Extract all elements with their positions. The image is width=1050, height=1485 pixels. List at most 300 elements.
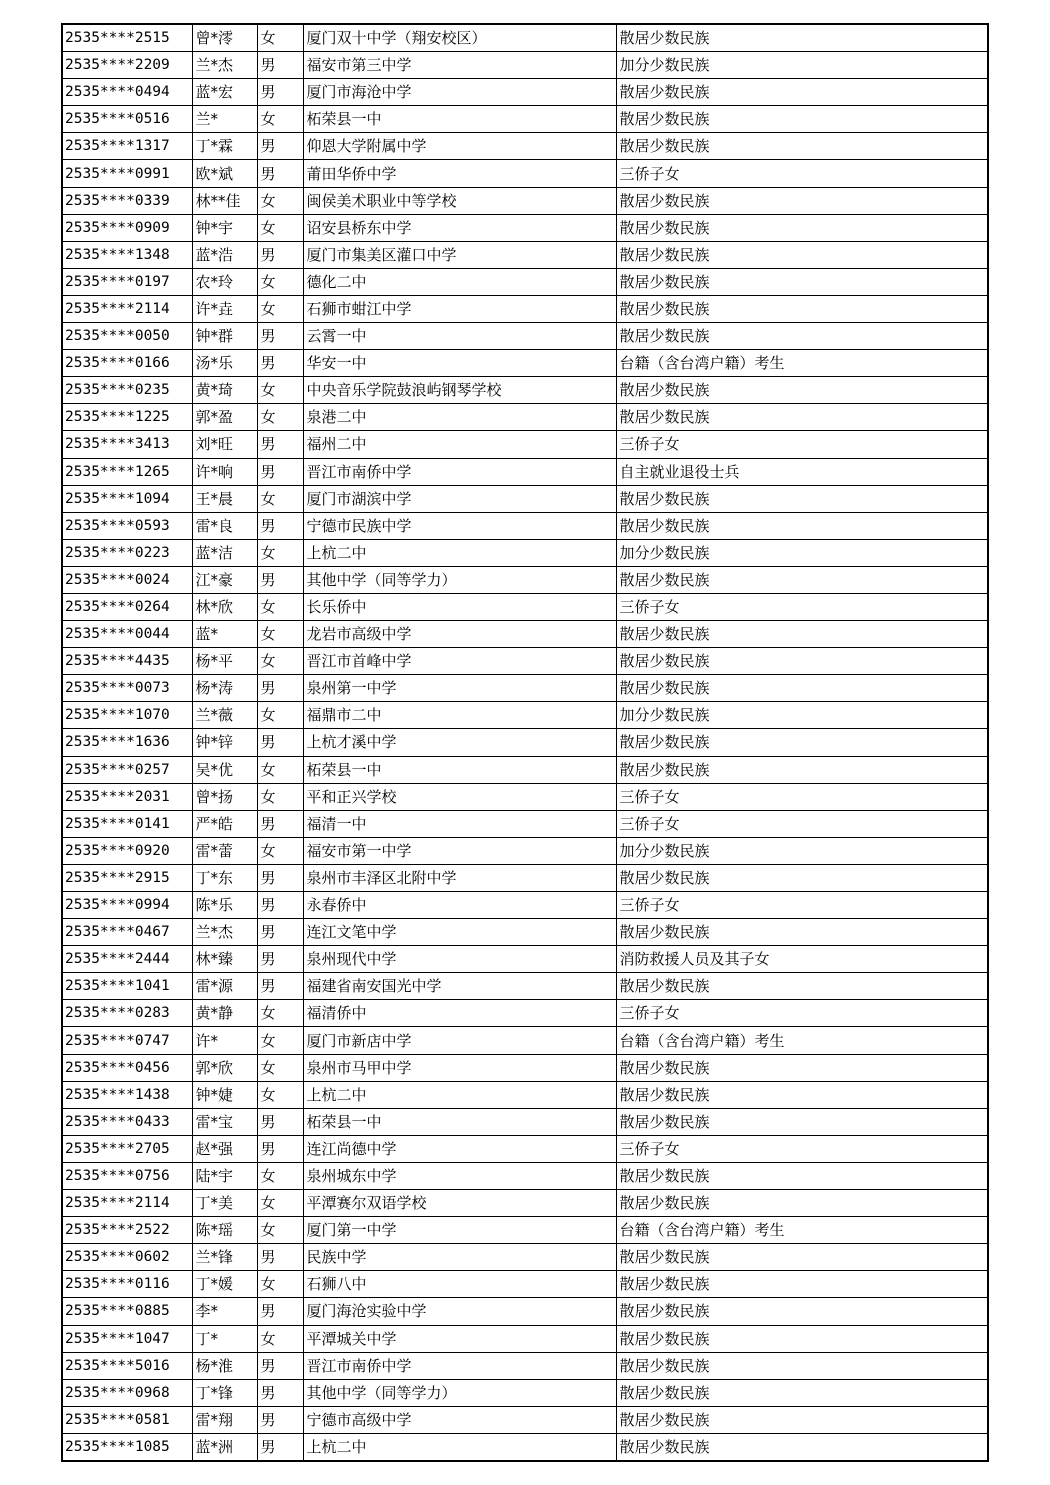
- cell-id: 2535****0283: [62, 1000, 192, 1027]
- cell-category: 散居少数民族: [616, 675, 988, 702]
- cell-gender: 男: [257, 919, 303, 946]
- cell-school: 泉州城东中学: [303, 1162, 616, 1189]
- cell-school: 上杭才溪中学: [303, 729, 616, 756]
- cell-school: 福鼎市二中: [303, 702, 616, 729]
- cell-name: 欧*斌: [192, 160, 257, 187]
- cell-category: 散居少数民族: [616, 1406, 988, 1433]
- cell-category: 散居少数民族: [616, 404, 988, 431]
- cell-id: 2535****2209: [62, 52, 192, 79]
- cell-gender: 男: [257, 1352, 303, 1379]
- cell-id: 2535****0994: [62, 892, 192, 919]
- cell-name: 陆*宇: [192, 1162, 257, 1189]
- cell-id: 2535****0920: [62, 837, 192, 864]
- cell-id: 2535****2705: [62, 1135, 192, 1162]
- cell-name: 刘*旺: [192, 431, 257, 458]
- table-body: [62, 24, 988, 1461]
- cell-school: 泉港二中: [303, 404, 616, 431]
- cell-category: 散居少数民族: [616, 268, 988, 295]
- cell-school: 泉州现代中学: [303, 946, 616, 973]
- cell-gender: 女: [257, 485, 303, 512]
- cell-id: 2535****0264: [62, 593, 192, 620]
- cell-name: 农*玲: [192, 268, 257, 295]
- cell-name: 丁*霖: [192, 133, 257, 160]
- cell-school: 石狮市蚶江中学: [303, 295, 616, 322]
- cell-name: 王*晨: [192, 485, 257, 512]
- cell-id: 2535****1636: [62, 729, 192, 756]
- cell-id: 2535****3413: [62, 431, 192, 458]
- cell-category: 加分少数民族: [616, 837, 988, 864]
- table-row: [62, 1135, 988, 1162]
- cell-gender: 女: [257, 377, 303, 404]
- cell-gender: 女: [257, 1081, 303, 1108]
- cell-gender: 女: [257, 404, 303, 431]
- table-row: [62, 1271, 988, 1298]
- cell-gender: 男: [257, 675, 303, 702]
- cell-category: 加分少数民族: [616, 52, 988, 79]
- table-row: [62, 892, 988, 919]
- table-row: [62, 1108, 988, 1135]
- cell-gender: 男: [257, 323, 303, 350]
- cell-id: 2535****1317: [62, 133, 192, 160]
- table-row: [62, 648, 988, 675]
- table-row: [62, 946, 988, 973]
- table-row: [62, 1054, 988, 1081]
- cell-gender: 女: [257, 295, 303, 322]
- cell-school: 福清侨中: [303, 1000, 616, 1027]
- table-row: [62, 377, 988, 404]
- table-row: [62, 485, 988, 512]
- cell-category: 散居少数民族: [616, 24, 988, 52]
- cell-id: 2535****1438: [62, 1081, 192, 1108]
- cell-category: 台籍（含台湾户籍）考生: [616, 350, 988, 377]
- cell-category: 散居少数民族: [616, 323, 988, 350]
- cell-gender: 男: [257, 512, 303, 539]
- cell-id: 2535****0991: [62, 160, 192, 187]
- table-row: [62, 1217, 988, 1244]
- table-row: [62, 133, 988, 160]
- cell-category: 散居少数民族: [616, 1352, 988, 1379]
- cell-gender: 男: [257, 431, 303, 458]
- cell-gender: 男: [257, 1379, 303, 1406]
- cell-category: 台籍（含台湾户籍）考生: [616, 1027, 988, 1054]
- cell-school: 福安市第三中学: [303, 52, 616, 79]
- cell-id: 2535****0968: [62, 1379, 192, 1406]
- cell-gender: 男: [257, 1135, 303, 1162]
- cell-category: 三侨子女: [616, 160, 988, 187]
- cell-id: 2535****0602: [62, 1244, 192, 1271]
- table-row: [62, 1081, 988, 1108]
- table-row: [62, 1244, 988, 1271]
- cell-school: 厦门双十中学（翔安校区）: [303, 24, 616, 52]
- cell-category: 三侨子女: [616, 810, 988, 837]
- cell-school: 永春侨中: [303, 892, 616, 919]
- cell-category: 散居少数民族: [616, 1379, 988, 1406]
- table-row: [62, 539, 988, 566]
- cell-school: 云霄一中: [303, 323, 616, 350]
- table-row: [62, 593, 988, 620]
- cell-school: 泉州市丰泽区北附中学: [303, 864, 616, 891]
- table-row: [62, 1000, 988, 1027]
- cell-id: 2535****1041: [62, 973, 192, 1000]
- cell-id: 2535****1265: [62, 458, 192, 485]
- cell-category: 散居少数民族: [616, 1190, 988, 1217]
- cell-category: 散居少数民族: [616, 1162, 988, 1189]
- cell-category: 散居少数民族: [616, 864, 988, 891]
- cell-name: 兰*锋: [192, 1244, 257, 1271]
- cell-name: 严*皓: [192, 810, 257, 837]
- cell-school: 柘荣县一中: [303, 756, 616, 783]
- cell-gender: 女: [257, 648, 303, 675]
- table-row: [62, 24, 988, 52]
- cell-gender: 女: [257, 1027, 303, 1054]
- cell-school: 上杭二中: [303, 1433, 616, 1461]
- cell-gender: 男: [257, 350, 303, 377]
- cell-id: 2535****2444: [62, 946, 192, 973]
- table-row: [62, 512, 988, 539]
- cell-gender: 男: [257, 1433, 303, 1461]
- cell-category: 三侨子女: [616, 1000, 988, 1027]
- cell-name: 赵*强: [192, 1135, 257, 1162]
- cell-name: 兰*薇: [192, 702, 257, 729]
- cell-id: 2535****2114: [62, 1190, 192, 1217]
- cell-school: 诏安县桥东中学: [303, 214, 616, 241]
- cell-id: 2535****0073: [62, 675, 192, 702]
- cell-category: 散居少数民族: [616, 485, 988, 512]
- table-row: [62, 160, 988, 187]
- cell-school: 德化二中: [303, 268, 616, 295]
- cell-school: 其他中学（同等学力）: [303, 566, 616, 593]
- cell-name: 兰*: [192, 106, 257, 133]
- cell-school: 晋江市首峰中学: [303, 648, 616, 675]
- table-row: [62, 729, 988, 756]
- table-row: [62, 810, 988, 837]
- cell-id: 2535****1047: [62, 1325, 192, 1352]
- cell-school: 上杭二中: [303, 539, 616, 566]
- cell-name: 江*豪: [192, 566, 257, 593]
- cell-category: 散居少数民族: [616, 1244, 988, 1271]
- cell-name: 曾*澪: [192, 24, 257, 52]
- cell-name: 丁*媛: [192, 1271, 257, 1298]
- cell-category: 散居少数民族: [616, 1433, 988, 1461]
- cell-name: 郭*欣: [192, 1054, 257, 1081]
- table-row: [62, 675, 988, 702]
- cell-gender: 男: [257, 241, 303, 268]
- cell-id: 2535****0197: [62, 268, 192, 295]
- cell-id: 2535****1348: [62, 241, 192, 268]
- cell-category: 三侨子女: [616, 593, 988, 620]
- cell-category: 散居少数民族: [616, 973, 988, 1000]
- table-row: [62, 1352, 988, 1379]
- cell-id: 2535****0044: [62, 621, 192, 648]
- cell-school: 宁德市高级中学: [303, 1406, 616, 1433]
- cell-gender: 男: [257, 566, 303, 593]
- cell-school: 连江文笔中学: [303, 919, 616, 946]
- cell-gender: 女: [257, 24, 303, 52]
- cell-name: 雷*蕾: [192, 837, 257, 864]
- cell-school: 厦门海沧实验中学: [303, 1298, 616, 1325]
- table-row: [62, 1162, 988, 1189]
- cell-category: 散居少数民族: [616, 756, 988, 783]
- cell-category: 三侨子女: [616, 431, 988, 458]
- cell-gender: 男: [257, 1108, 303, 1135]
- table-row: [62, 323, 988, 350]
- cell-id: 2535****2515: [62, 24, 192, 52]
- cell-school: 连江尚德中学: [303, 1135, 616, 1162]
- cell-name: 许*响: [192, 458, 257, 485]
- cell-name: 蓝*洁: [192, 539, 257, 566]
- cell-school: 上杭二中: [303, 1081, 616, 1108]
- cell-school: 福清一中: [303, 810, 616, 837]
- cell-category: 加分少数民族: [616, 702, 988, 729]
- table-row: [62, 919, 988, 946]
- cell-name: 钟*婕: [192, 1081, 257, 1108]
- table-row: [62, 1325, 988, 1352]
- cell-id: 2535****0235: [62, 377, 192, 404]
- cell-id: 2535****1085: [62, 1433, 192, 1461]
- table-row: [62, 1379, 988, 1406]
- cell-school: 福建省南安国光中学: [303, 973, 616, 1000]
- cell-id: 2535****0339: [62, 187, 192, 214]
- cell-name: 李*: [192, 1298, 257, 1325]
- cell-name: 钟*锌: [192, 729, 257, 756]
- cell-id: 2535****0141: [62, 810, 192, 837]
- cell-category: 消防救援人员及其子女: [616, 946, 988, 973]
- table-row: [62, 621, 988, 648]
- cell-name: 雷*良: [192, 512, 257, 539]
- cell-id: 2535****0747: [62, 1027, 192, 1054]
- cell-id: 2535****0593: [62, 512, 192, 539]
- cell-name: 兰*杰: [192, 919, 257, 946]
- cell-category: 散居少数民族: [616, 106, 988, 133]
- cell-gender: 女: [257, 593, 303, 620]
- cell-school: 柘荣县一中: [303, 1108, 616, 1135]
- cell-id: 2535****0467: [62, 919, 192, 946]
- cell-school: 长乐侨中: [303, 593, 616, 620]
- cell-school: 泉州市马甲中学: [303, 1054, 616, 1081]
- cell-name: 杨*平: [192, 648, 257, 675]
- cell-name: 汤*乐: [192, 350, 257, 377]
- cell-gender: 男: [257, 133, 303, 160]
- cell-gender: 女: [257, 539, 303, 566]
- cell-name: 林*臻: [192, 946, 257, 973]
- cell-school: 仰恩大学附属中学: [303, 133, 616, 160]
- cell-gender: 男: [257, 729, 303, 756]
- cell-name: 雷*翔: [192, 1406, 257, 1433]
- cell-gender: 男: [257, 946, 303, 973]
- table-row: [62, 214, 988, 241]
- cell-gender: 女: [257, 1271, 303, 1298]
- cell-category: 散居少数民族: [616, 214, 988, 241]
- cell-name: 陈*瑶: [192, 1217, 257, 1244]
- cell-category: 散居少数民族: [616, 241, 988, 268]
- cell-category: 散居少数民族: [616, 729, 988, 756]
- cell-gender: 女: [257, 1000, 303, 1027]
- cell-name: 蓝*浩: [192, 241, 257, 268]
- cell-id: 2535****0050: [62, 323, 192, 350]
- cell-id: 2535****0456: [62, 1054, 192, 1081]
- cell-school: 晋江市南侨中学: [303, 1352, 616, 1379]
- cell-gender: 男: [257, 864, 303, 891]
- cell-gender: 女: [257, 783, 303, 810]
- table-row: [62, 1406, 988, 1433]
- cell-category: 散居少数民族: [616, 566, 988, 593]
- cell-gender: 女: [257, 1325, 303, 1352]
- table-row: [62, 566, 988, 593]
- cell-category: 散居少数民族: [616, 295, 988, 322]
- cell-category: 散居少数民族: [616, 1271, 988, 1298]
- cell-category: 三侨子女: [616, 783, 988, 810]
- cell-gender: 男: [257, 160, 303, 187]
- cell-name: 蓝*洲: [192, 1433, 257, 1461]
- cell-school: 平潭城关中学: [303, 1325, 616, 1352]
- cell-school: 厦门市海沧中学: [303, 79, 616, 106]
- cell-id: 2535****0494: [62, 79, 192, 106]
- cell-name: 丁*锋: [192, 1379, 257, 1406]
- cell-gender: 女: [257, 106, 303, 133]
- cell-gender: 女: [257, 837, 303, 864]
- cell-category: 三侨子女: [616, 892, 988, 919]
- cell-school: 其他中学（同等学力）: [303, 1379, 616, 1406]
- cell-id: 2535****0516: [62, 106, 192, 133]
- table-row: [62, 1027, 988, 1054]
- cell-gender: 男: [257, 1244, 303, 1271]
- table-row: [62, 1298, 988, 1325]
- cell-category: 散居少数民族: [616, 133, 988, 160]
- cell-school: 民族中学: [303, 1244, 616, 1271]
- cell-school: 平和正兴学校: [303, 783, 616, 810]
- cell-id: 2535****2031: [62, 783, 192, 810]
- cell-name: 黄*琦: [192, 377, 257, 404]
- cell-name: 钟*宇: [192, 214, 257, 241]
- cell-name: 杨*涛: [192, 675, 257, 702]
- cell-name: 丁*东: [192, 864, 257, 891]
- cell-category: 散居少数民族: [616, 1108, 988, 1135]
- cell-name: 许*: [192, 1027, 257, 1054]
- table-row: [62, 783, 988, 810]
- cell-school: 厦门市新店中学: [303, 1027, 616, 1054]
- cell-name: 郭*盈: [192, 404, 257, 431]
- cell-gender: 男: [257, 79, 303, 106]
- cell-gender: 男: [257, 52, 303, 79]
- cell-school: 莆田华侨中学: [303, 160, 616, 187]
- cell-name: 兰*杰: [192, 52, 257, 79]
- cell-school: 华安一中: [303, 350, 616, 377]
- cell-category: 散居少数民族: [616, 1298, 988, 1325]
- cell-category: 三侨子女: [616, 1135, 988, 1162]
- cell-gender: 男: [257, 1406, 303, 1433]
- cell-gender: 女: [257, 187, 303, 214]
- cell-category: 散居少数民族: [616, 648, 988, 675]
- cell-gender: 女: [257, 268, 303, 295]
- cell-gender: 女: [257, 756, 303, 783]
- cell-school: 泉州第一中学: [303, 675, 616, 702]
- cell-category: 散居少数民族: [616, 1325, 988, 1352]
- cell-school: 晋江市南侨中学: [303, 458, 616, 485]
- cell-name: 林**佳: [192, 187, 257, 214]
- cell-school: 石狮八中: [303, 1271, 616, 1298]
- cell-gender: 女: [257, 214, 303, 241]
- cell-school: 福安市第一中学: [303, 837, 616, 864]
- table-row: [62, 1433, 988, 1461]
- cell-gender: 男: [257, 458, 303, 485]
- table-row: [62, 431, 988, 458]
- cell-category: 台籍（含台湾户籍）考生: [616, 1217, 988, 1244]
- cell-category: 散居少数民族: [616, 621, 988, 648]
- table-row: [62, 79, 988, 106]
- cell-school: 中央音乐学院鼓浪屿钢琴学校: [303, 377, 616, 404]
- cell-category: 散居少数民族: [616, 187, 988, 214]
- cell-id: 2535****0166: [62, 350, 192, 377]
- cell-id: 2535****0756: [62, 1162, 192, 1189]
- cell-id: 2535****0885: [62, 1298, 192, 1325]
- table-row: [62, 187, 988, 214]
- cell-id: 2535****2915: [62, 864, 192, 891]
- cell-school: 柘荣县一中: [303, 106, 616, 133]
- cell-gender: 男: [257, 892, 303, 919]
- cell-category: 散居少数民族: [616, 377, 988, 404]
- cell-name: 雷*源: [192, 973, 257, 1000]
- cell-name: 蓝*: [192, 621, 257, 648]
- cell-category: 散居少数民族: [616, 512, 988, 539]
- cell-school: 厦门第一中学: [303, 1217, 616, 1244]
- cell-id: 2535****1094: [62, 485, 192, 512]
- student-table: [61, 23, 989, 1462]
- cell-id: 2535****0257: [62, 756, 192, 783]
- cell-gender: 女: [257, 1054, 303, 1081]
- table-row: [62, 1190, 988, 1217]
- cell-id: 2535****0581: [62, 1406, 192, 1433]
- cell-gender: 男: [257, 973, 303, 1000]
- cell-name: 许*垚: [192, 295, 257, 322]
- cell-name: 黄*静: [192, 1000, 257, 1027]
- cell-category: 自主就业退役士兵: [616, 458, 988, 485]
- cell-gender: 女: [257, 1190, 303, 1217]
- cell-id: 2535****1225: [62, 404, 192, 431]
- cell-school: 龙岩市高级中学: [303, 621, 616, 648]
- cell-id: 2535****0116: [62, 1271, 192, 1298]
- cell-gender: 男: [257, 1298, 303, 1325]
- cell-name: 林*欣: [192, 593, 257, 620]
- cell-name: 丁*: [192, 1325, 257, 1352]
- cell-school: 厦门市集美区灌口中学: [303, 241, 616, 268]
- table-row: [62, 106, 988, 133]
- cell-gender: 女: [257, 702, 303, 729]
- table-row: [62, 864, 988, 891]
- cell-name: 蓝*宏: [192, 79, 257, 106]
- cell-gender: 女: [257, 621, 303, 648]
- cell-school: 平潭赛尔双语学校: [303, 1190, 616, 1217]
- cell-name: 丁*美: [192, 1190, 257, 1217]
- cell-name: 杨*淮: [192, 1352, 257, 1379]
- table-row: [62, 52, 988, 79]
- cell-id: 2535****0909: [62, 214, 192, 241]
- cell-id: 2535****4435: [62, 648, 192, 675]
- cell-school: 厦门市湖滨中学: [303, 485, 616, 512]
- cell-school: 宁德市民族中学: [303, 512, 616, 539]
- table-row: [62, 268, 988, 295]
- cell-id: 2535****2114: [62, 295, 192, 322]
- cell-gender: 女: [257, 1217, 303, 1244]
- cell-gender: 男: [257, 810, 303, 837]
- cell-category: 散居少数民族: [616, 919, 988, 946]
- cell-id: 2535****0024: [62, 566, 192, 593]
- cell-id: 2535****2522: [62, 1217, 192, 1244]
- cell-id: 2535****0433: [62, 1108, 192, 1135]
- cell-school: 闽侯美术职业中等学校: [303, 187, 616, 214]
- cell-id: 2535****0223: [62, 539, 192, 566]
- cell-category: 加分少数民族: [616, 539, 988, 566]
- cell-school: 福州二中: [303, 431, 616, 458]
